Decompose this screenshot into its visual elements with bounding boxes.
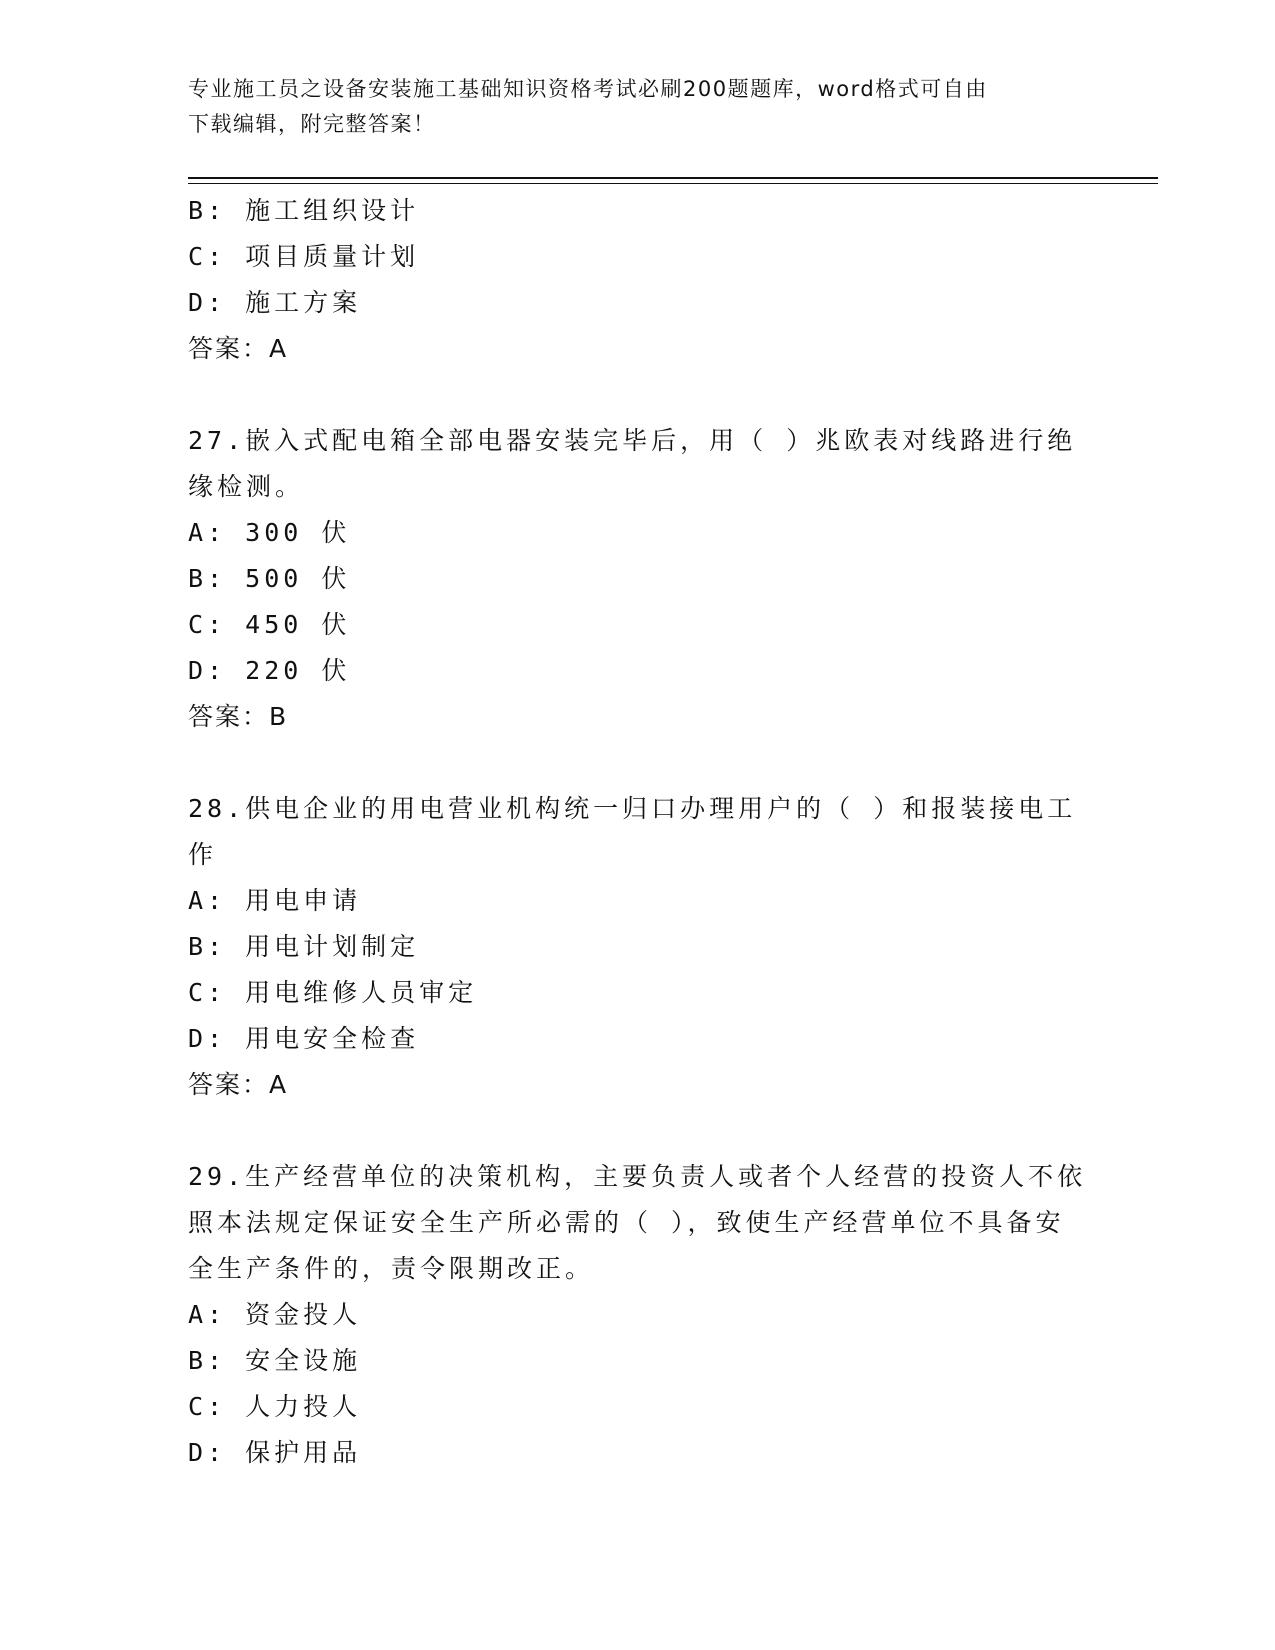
question-26-block: [188, 188, 1088, 372]
option-b: B: 用电计划制定: [188, 932, 420, 961]
option-b: B: 施工组织设计: [188, 196, 420, 225]
document-header: [188, 72, 1068, 142]
question-stem-line: 照本法规定保证安全生产所必需的（ ），致使生产经营单位不具备安: [188, 1208, 1065, 1237]
answer-line: 答案：A: [188, 1070, 289, 1099]
question-stem-line: 缘检测。: [188, 472, 305, 501]
option-a: A: 300 伏: [188, 518, 351, 547]
header-line-2: 下载编辑，附完整答案！: [188, 112, 436, 136]
question-stem-line: 29.生产经营单位的决策机构，主要负责人或者个人经营的投资人不依: [188, 1162, 1087, 1191]
header-line-1: 专业施工员之设备安装施工基础知识资格考试必刷200题题库，word格式可自由: [188, 77, 988, 101]
question-stem-line: 28.供电企业的用电营业机构统一归口办理用户的（ ）和报装接电工: [188, 794, 1077, 823]
option-d: D: 用电安全检查: [188, 1024, 420, 1053]
option-b: B: 500 伏: [188, 564, 351, 593]
option-d: D: 施工方案: [188, 288, 362, 317]
header-divider-thick: [188, 177, 1158, 179]
question-spacer: [188, 372, 1088, 418]
option-c: C: 450 伏: [188, 610, 351, 639]
option-a: A: 资金投人: [188, 1300, 362, 1329]
question-29-block: [188, 1154, 1088, 1476]
question-stem-line: 全生产条件的，责令限期改正。: [188, 1254, 595, 1283]
answer-line: 答案：A: [188, 334, 289, 363]
option-b: B: 安全设施: [188, 1346, 362, 1375]
question-spacer: [188, 1108, 1088, 1154]
option-a: A: 用电申请: [188, 886, 362, 915]
question-28-block: [188, 786, 1088, 1108]
question-stem-line: 作: [188, 840, 218, 869]
question-content: [188, 188, 1088, 1476]
question-spacer: [188, 740, 1088, 786]
option-d: D: 220 伏: [188, 656, 351, 685]
option-c: C: 项目质量计划: [188, 242, 420, 271]
option-d: D: 保护用品: [188, 1438, 362, 1467]
option-c: C: 用电维修人员审定: [188, 978, 478, 1007]
question-stem-line: 27.嵌入式配电箱全部电器安装完毕后，用（ ）兆欧表对线路进行绝: [188, 426, 1077, 455]
answer-line: 答案：B: [188, 702, 289, 731]
question-27-block: [188, 418, 1088, 740]
option-c: C: 人力投人: [188, 1392, 362, 1421]
header-divider-thin: [188, 183, 1158, 184]
